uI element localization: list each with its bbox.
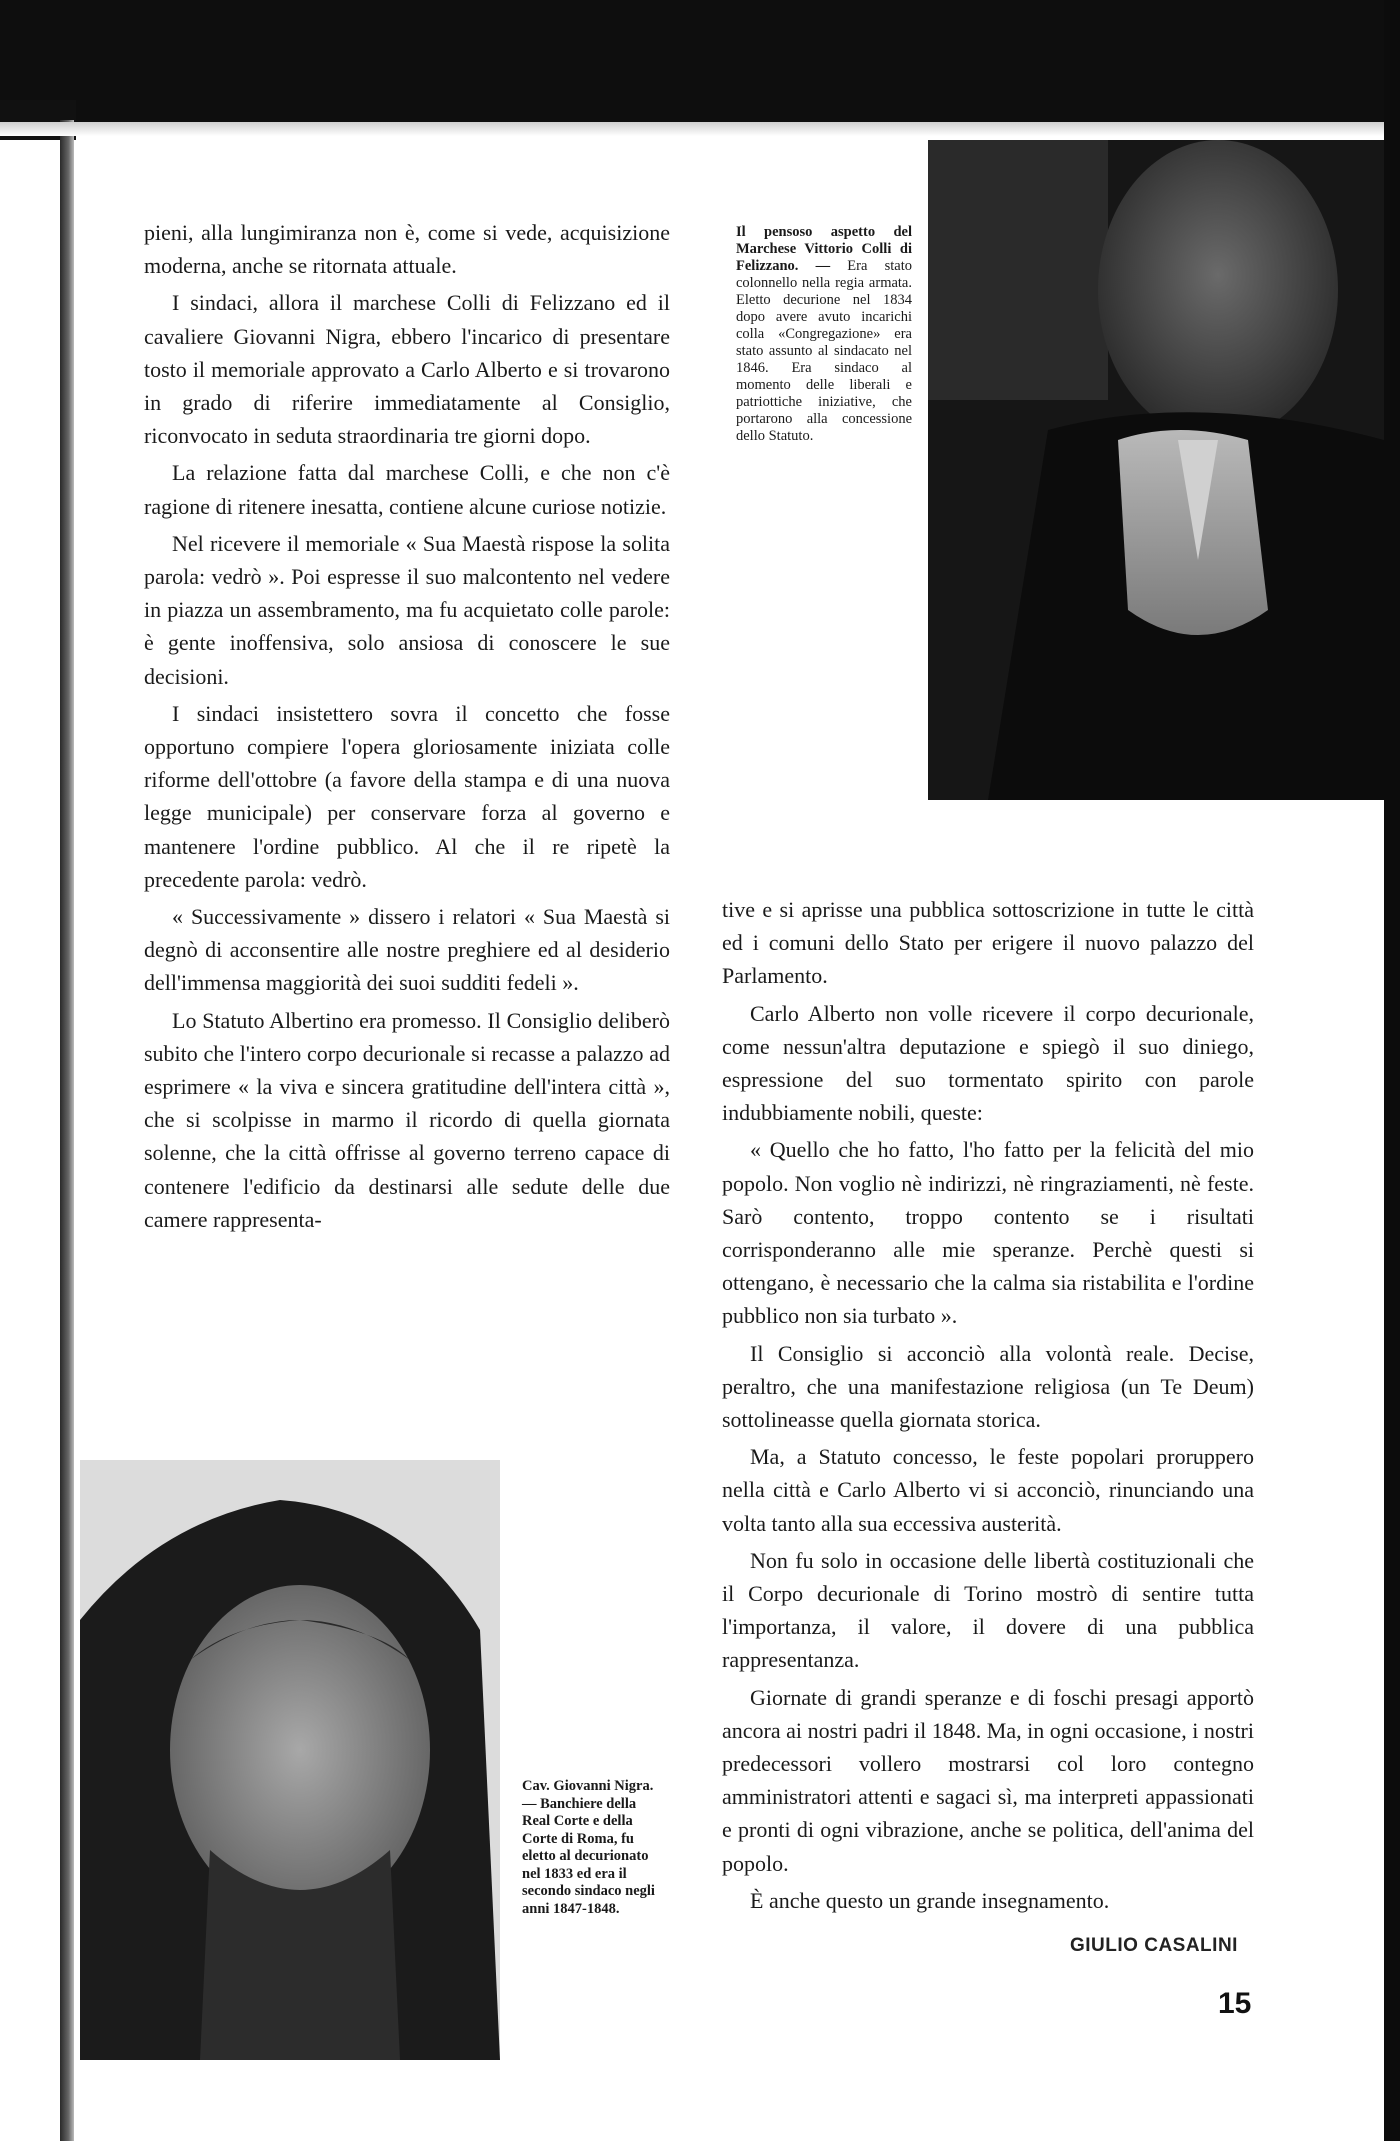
paragraph: La relazione fatta dal marchese Colli, e che non c'è ragione di ritenere inesatta, contiene alcune curiose notizie. [144, 460, 670, 519]
paragraph: Lo Statuto Albertino era promesso. Il Consiglio deliberò subito che l'intero corpo decurionale si recasse a palazzo ad esprimere « la viva e sincera gratitudine dell'intera città », che si scolpisse in marmo il ricordo di quella giornata solenne, che la città offrisse al governo terreno capace di contenere l'edificio da destinarsi alle sedute delle due camere rappresenta- [144, 1007, 670, 1232]
scan-left-gutter [60, 120, 74, 2141]
caption-nigra [522, 1778, 662, 1918]
paragraph: I sindaci insistettero sovra il concetto che fosse opportuno compiere l'opera gloriosamente iniziata colle riforme dell'ottobre (a favore della stampa e di una nuova legge municipale) per conservare forza al governo e mantenere l'ordine pubblico. Al che il re ripetè la precedente parola: vedrò. [144, 700, 670, 892]
paragraph: Giornate di grandi speranze e di foschi presagi apportò ancora ai nostri padri il 1848. Ma, in ogni occasione, i nostri predecessori vollero mostrarsi col loro contegno amministratori attenti e sagaci sì, ma interpreti appassionati e pronti di ogni vibrazione, anche se politica, dell'anima del popolo. [722, 1684, 1254, 1876]
paragraph: Carlo Alberto non volle ricevere il corpo decurionale, come nessun'altra deputazione e spiegò il suo diniego, espressione del suo tormentato spirito con parole indubbiamente nobili, queste: [722, 1000, 1254, 1126]
page-number: 15 [1218, 1987, 1252, 2020]
caption-nigra-lead: Cav. Giovanni Nigra. — [522, 1778, 654, 1812]
paragraph: È anche questo un grande insegnamento. [750, 1887, 1110, 1913]
article-column-left [144, 216, 670, 1240]
paragraph: Il Consiglio si acconciò alla volontà reale. Decise, peraltro, che una manifestazione religiosa (un Te Deum) sottolineasse quella giornata storica. [722, 1340, 1254, 1433]
caption-colli-lead: Il pensoso aspetto del Marchese Vittorio Colli di Felizzano. — [736, 224, 912, 274]
portrait-nigra-photo [80, 1460, 500, 2060]
caption-colli-body: Era stato colonnello nella regia armata. Eletto decurione nel 1834 dopo avere avuto incarichi colla «Congregazione» era stato assunto al sindacato nel 1846. Era sindaco al momento delle liberali e patriottiche iniziative, che portarono alla concessione dello Statuto. [736, 258, 912, 444]
paragraph: Nel ricevere il memoriale « Sua Maestà rispose la solita parola: vedrò ». Poi espresse il suo malcontento nel vedere in piazza un assembramento, ma fu acquietato colle parole: è gente inoffensiva, solo ansiosa di conoscere le sue decisioni. [144, 530, 670, 689]
article-column-right [722, 893, 1254, 1921]
caption-nigra-body: Banchiere della Real Corte e della Corte di Roma, fu eletto al decurionato nel 1833 ed era il secondo sindaco negli anni 1847-1848. [522, 1795, 655, 1917]
paragraph: Ma, a Statuto concesso, le feste popolari proruppero nella città e Carlo Alberto vi si acconciò, rinunciando una volta tanto alla sua eccessiva austerità. [722, 1444, 1254, 1536]
scan-right-strip [1384, 0, 1400, 2141]
paragraph: tive e si aprisse una pubblica sottoscrizione in tutte le città ed i comuni dello Stato per erigere il nuovo palazzo del Parlamento. [722, 897, 1254, 989]
portrait-colli-photo [928, 140, 1384, 800]
paragraph: I sindaci, allora il marchese Colli di Felizzano ed il cavaliere Giovanni Nigra, ebbero l'incarico di presentare tosto il memoriale approvato a Carlo Alberto e si trovarono in grado di riferire immediatamente al Consiglio, riconvocato in seduta straordinaria tre giorni dopo. [144, 290, 670, 449]
caption-colli [736, 224, 912, 445]
paragraph: « Quello che ho fatto, l'ho fatto per la felicità del mio popolo. Non voglio nè indirizzi, nè ringraziamenti, nè feste. Sarò contento, troppo contento se i risultati corrisponderanno alle mie speranze. Perchè questi si ottengano, è necessario che la calma sia ristabilita e l'ordine pubblico non sia turbato ». [722, 1137, 1254, 1329]
scan-top-band [0, 0, 1400, 122]
portrait-colli-image [928, 140, 1384, 800]
paragraph: pieni, alla lungimiranza non è, come si vede, acquisizione moderna, anche se ritornata attuale. [144, 220, 670, 279]
scan-top-shadow [0, 122, 1384, 136]
paragraph: « Successivamente » dissero i relatori « Sua Maestà si degnò di acconsentire alle nostre preghiere ed al desiderio dell'immensa maggiorità dei suoi sudditi fedeli ». [144, 904, 670, 996]
paragraph: Non fu solo in occasione delle libertà costituzionali che il Corpo decurionale di Torino mostrò di sentire tutta l'importanza, il valore, il dovere di una pubblica rappresentanza. [722, 1547, 1254, 1673]
portrait-nigra-image [80, 1460, 500, 2060]
author-signature: GIULIO CASALINI [1070, 1935, 1238, 1956]
